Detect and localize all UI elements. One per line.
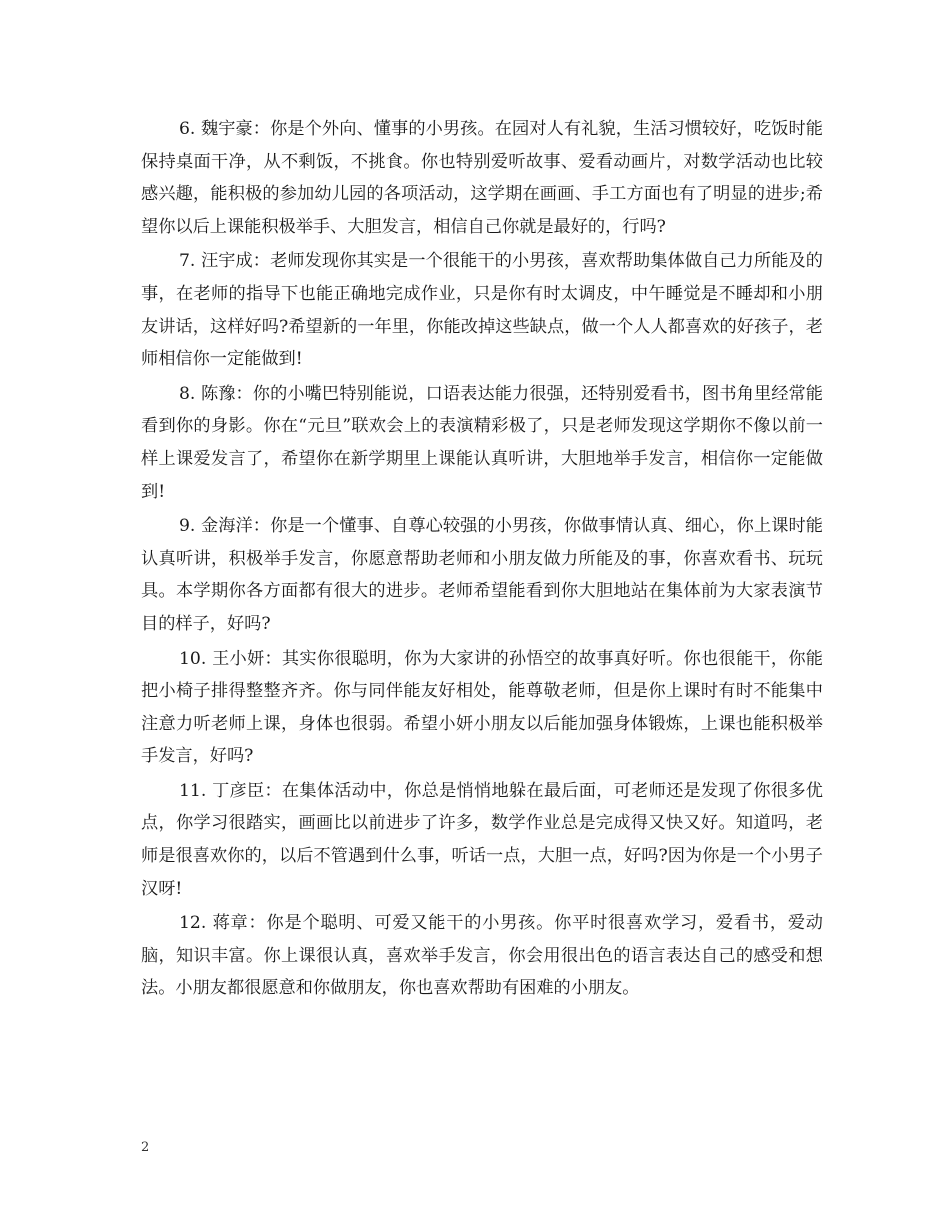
paragraph-comment-11: 11. 丁彦臣：在集体活动中，你总是悄悄地躲在最后面，可老师还是发现了你很多优点，你学习很踏实，画画比以前进步了许多，数学作业总是完成得又快又好。知道吗，老师是很喜欢你的，以后不管遇到什么事，听话一点，大胆一点，好吗?因为你是一个小男子汉呀! <box>141 780 823 899</box>
paragraph-comment-7: 7. 汪宇成：老师发现你其实是一个很能干的小男孩，喜欢帮助集体做自己力所能及的事，在老师的指导下也能正确地完成作业，只是你有时太调皮，中午睡觉是不睡却和小朋友讲话，这样好吗?希望新的一年里，你能改掉这些缺点，做一个人人都喜欢的好孩子，老师相信你一定能做到! <box>141 251 823 370</box>
paragraph-comment-9: 9. 金海洋：你是一个懂事、自尊心较强的小男孩，你做事情认真、细心，你上课时能认真听讲，积极举手发言，你愿意帮助老师和小朋友做力所能及的事，你喜欢看书、玩玩具。本学期你各方面都有很大的进步。老师希望能看到你大胆地站在集体前为大家表演节目的样子，好吗? <box>141 516 823 634</box>
document-body <box>141 113 823 1007</box>
paragraph-comment-6: 6. 魏宇豪：你是个外向、懂事的小男孩。在园对人有礼貌，生活习惯较好，吃饭时能保持桌面干净，从不剩饭，不挑食。你也特别爱听故事、爱看动画片，对数学活动也比较感兴趣，能积极的参加幼儿园的各项活动，这学期在画画、手工方面也有了明显的进步;希望你以后上课能积极举手、大胆发言，相信自己你就是最好的，行吗? <box>141 119 823 237</box>
paragraph-comment-8: 8. 陈豫：你的小嘴巴特别能说，口语表达能力很强，还特别爱看书，图书角里经常能看到你的身影。你在“元旦”联欢会上的表演精彩极了，只是老师发现这学期你不像以前一样上课爱发言了，希望你在新学期里上课能认真听讲，大胆地举手发言，相信你一定能做到! <box>141 383 823 502</box>
page-number: 2 <box>141 1140 150 1155</box>
paragraph-comment-12: 12. 蒋章：你是个聪明、可爱又能干的小男孩。你平时很喜欢学习，爱看书，爱动脑，知识丰富。你上课很认真，喜欢举手发言，你会用很出色的语言表达自己的感受和想法。小朋友都很愿意和你做朋友，你也喜欢帮助有困难的小朋友。 <box>141 913 823 999</box>
paragraph-comment-10: 10. 王小妍：其实你很聪明，你为大家讲的孙悟空的故事真好听。你也很能干，你能把小椅子排得整整齐齐。你与同伴能友好相处，能尊敬老师，但是你上课时有时不能集中注意力听老师上课，身体也很弱。希望小妍小朋友以后能加强身体锻炼，上课也能积极举手发言，好吗? <box>141 648 823 767</box>
